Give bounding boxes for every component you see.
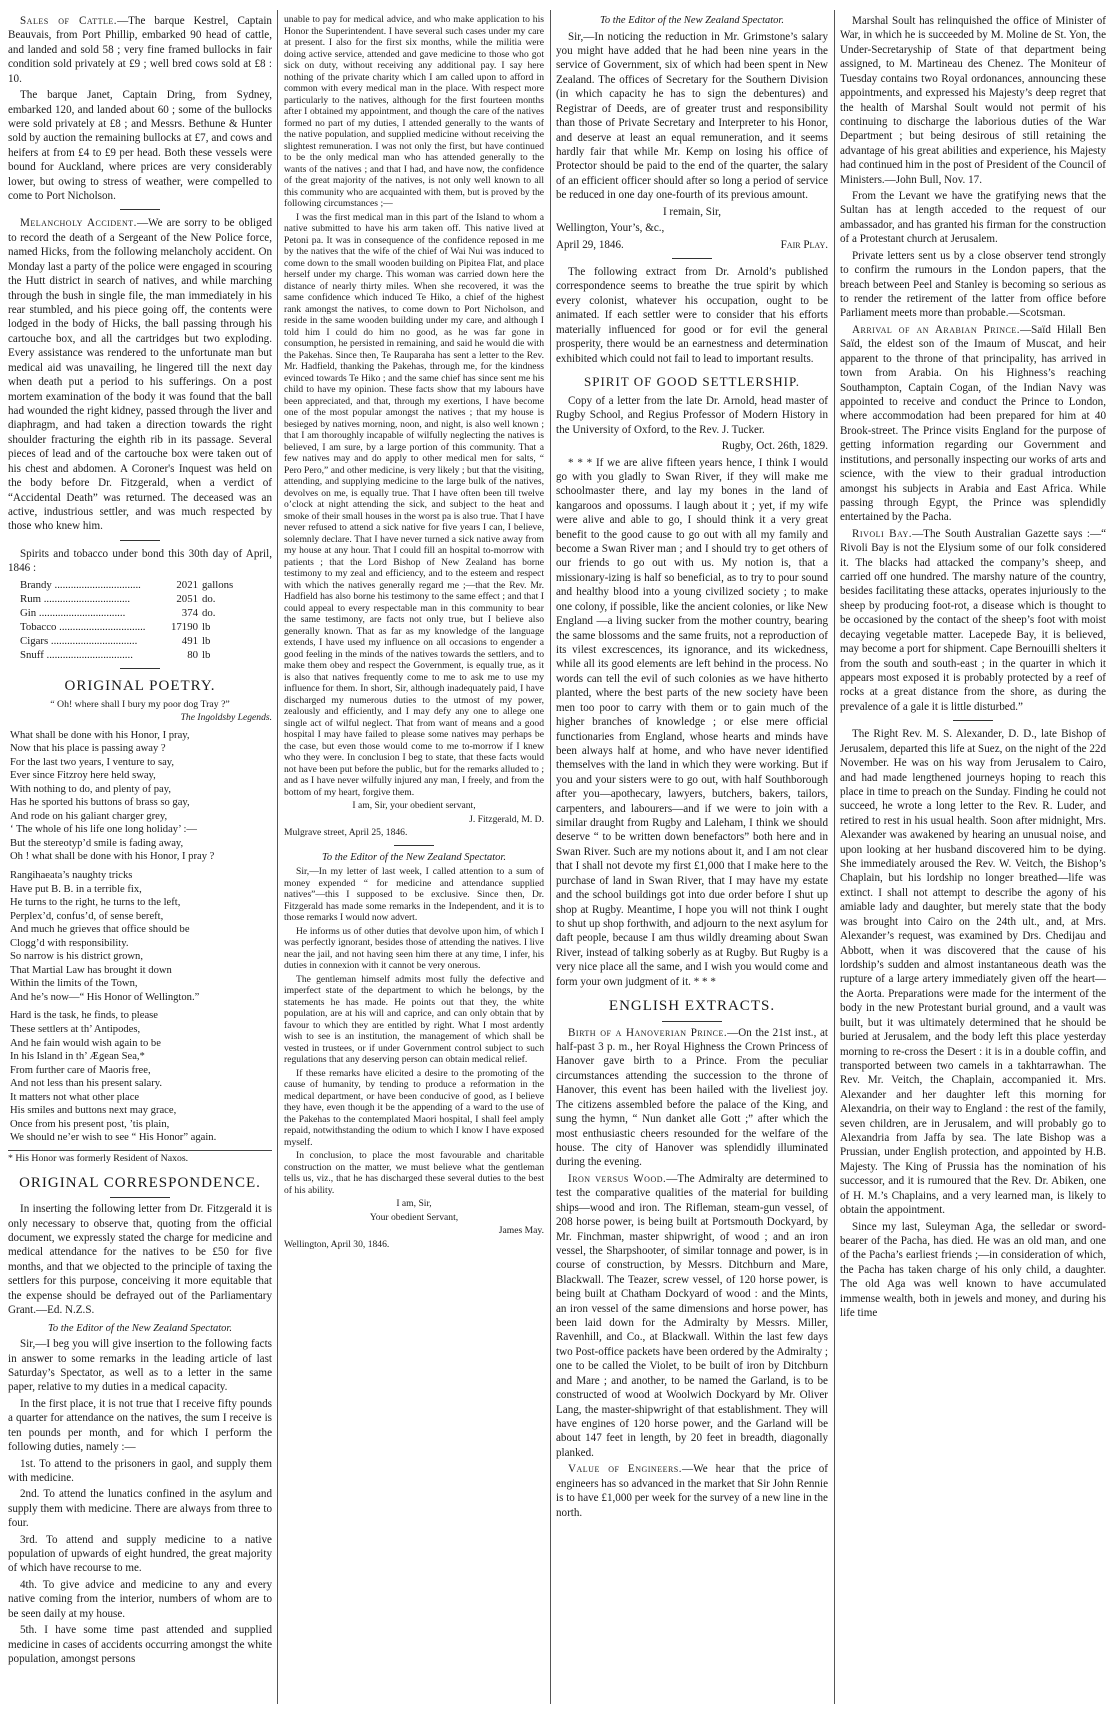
poem-line: Once from his present post, ’tis plain,: [10, 1118, 170, 1130]
poem-line: And not less than his present salary.: [10, 1078, 163, 1090]
spirits-unit: do.: [202, 606, 216, 619]
poem-line: Clogg’d with responsibility.: [10, 937, 129, 949]
section-heading-english-extracts: ENGLISH EXTRACTS.: [608, 998, 776, 1015]
article-text: The Admiralty are determined to test the comparative qualities of the material for building ships—wood and iron. The Rifleman, steam-gun vessel, of 208 horse power, is being built at Portsmouth Dockyard, by Mr. Finchman, master shipwright, of wood ; and an iron vessel, the Sharpshooter, of similar tonnage and power, is in course of construction, by Messrs. Ditchburn and Mare, Blackwall. The Teazer, screw vessel, of 120 horse power, is being built at Chatham Dockyard of wood : and the Mints, an iron vessel of the same dimensions and horse power, has been laid down for the Admiralty by Messrs. Miller, Ravenhill, and Co., at Blackwall. Within the last few days two Post-office packets have been ordered by the Admiralty ; one to be called the Violet, to be built of iron by Ditchburn and Mare ; and another, to be named the Garland, is to be constructed of wood at Woolwich Dockyard by Mr. Oliver Lang, the master-shipwright of that establishment. They will have engines of 120 horse power, and the Garland will be about 147 feet in length, by 20 feet in breadth, diagonally planked.: [556, 1172, 828, 1459]
spirits-intro: Spirits and tobacco under bond this 30th day of April, 1846 :: [8, 547, 272, 575]
letter-paragraph: Sir,—In my letter of last week, I called attention to a sum of money expended “ for medicine and attendance supplied natives”—this I supposed to be exclusive. Since then, Dr. Fitzgerald has made some remarks in the Independent, and it is to those remarks I would now advert.: [284, 866, 544, 924]
duties-list: [8, 1457, 272, 1667]
poem-line: And rode on his galiant charger grey,: [10, 810, 168, 822]
article-text: Saïd Hilall Ben Saïd, the eldest son of the Imaum of Muscat, and heir apparent to the throne of that principality, has arrived in town from Arabia. On his Highness’s reaching Southampton, Captain Cogan, of the Indian Navy was appointed to receive and conduct the Prince to London, where accommodation had been prepared for him at 40 Brook-street. The Prince visits England for the purpose of getting information regarding our Government and institutions, and personally inspecting our works of arts and science, with the view to their gradual introduction amongst his subjects in Arabia and East Africa. While passing through Egypt, the Prince was splendidly entertained by the Pacha.: [840, 323, 1106, 524]
letter-paragraph: In the first place, it is not true that I receive fifty pounds a quarter for attendance on the natives, the sum I receive is ten pounds per month, and for which I perform the following duties, namely :—: [8, 1397, 272, 1454]
spirits-value: 17190: [171, 620, 198, 633]
article-birth-hanoverian-prince: Birth of a Hanoverian Prince.—On the 21st inst., at half-past 3 p. m., her Royal Highness the Crown Princess of Hanover gave birth to a Prince. From the peculiar circumstances attending the succession to the throne of Hanover, this event has been hailed with the liveliest joy. The citizens assembled before the palace of the King, and sung the hymn, “ Nun danket alle Gott ;” after which the most enthusiastic cheers resounded for the welfare of the house. The city of Hanover was splendidly illuminated during the evening.: [556, 1026, 828, 1169]
spirits-label: Brandy .....: [20, 578, 150, 592]
spirits-value: 374: [181, 606, 198, 619]
divider: [953, 720, 993, 721]
column-divider: [550, 10, 551, 1704]
article-lead: Melancholy Accident.: [20, 217, 137, 230]
poem-line: Now that his place is passing away ?: [10, 743, 166, 755]
divider: [110, 1197, 170, 1198]
article-lead: Sales of Cattle.: [20, 15, 118, 27]
spirits-row: [20, 648, 272, 662]
article-levant: From the Levant we have the gratifying news that the Sultan has at length acceded to the request of our ambassador, and has granted his firman for the construction of a Protestant church at Jerusalem.: [840, 190, 1106, 246]
spirits-row: [20, 578, 272, 592]
poem-line: His smiles and buttons next may grace,: [10, 1105, 177, 1117]
spirits-unit: lb: [202, 634, 211, 647]
letter-address: To the Editor of the New Zealand Spectator.: [600, 15, 784, 26]
poem-line: Within the limits of the Town,: [10, 978, 138, 990]
spirit-date: Rugby, Oct. 26th, 1829.: [721, 440, 828, 453]
signature-date: [556, 238, 828, 252]
poem-line: Has he sported his buttons of brass so gay,: [10, 797, 190, 809]
duty-item: 4th. To give advice and medicine to any and every native coming from the interior, numbers of whom are to be seen daily at my house.: [8, 1578, 272, 1620]
spirits-unit: do.: [202, 592, 216, 605]
article-private-letters: Private letters sent us by a close observer tend strongly to confirm the rumours in the London papers, that the breach between Peel and Stanley is becoming so serious as to render the retirement of the latter from office before Parliament meets more than probable.—Scotsman.: [840, 249, 1106, 320]
spirits-label: Cigars .....: [20, 634, 150, 648]
article-melancholy-accident: Melancholy Accident.—We are sorry to be obliged to record the death of a Sergeant of the New Police force, named Hicks, from the following melancholy accident. On Monday last a party of the police were engaged in scouring the Hutt district in search of natives, and while marching through the bush in single file, the man immediately in his rear stumbled, and his piece going off, the contents were lodged in the body of Hicks, the ball passing through his cartouche box, and all the cartridges but two exploding. Every assistance was rendered to the unfortunate man but medical aid was unavailing, he lingered till the next day when death put a period to his sufferings. On a post mortem examination of the body it was found that the ball had wounded the right kidney, passed through the liver and diaphragm, and had taken a direction towards the right shoulder fracturing the eighth rib in its passage. Several pieces of lead and of the cartouche box were taken out of his chest and abdomen. A Coroner's Inquest was held on the body before Dr. Fitzgerald, when a verdict of “Accidental Death” was returned. The deceased was an active, industrious settler, and was much respected by those who knew him.: [8, 217, 272, 533]
poem-line: Hard is the task, he finds, to please: [10, 1010, 158, 1022]
poem-stanza: [10, 869, 272, 1004]
signature-name: Fair Play.: [780, 238, 828, 251]
signature-place: Mulgrave street, April 25, 1846.: [284, 827, 408, 838]
spirits-value: 2021: [176, 578, 198, 591]
spirits-label: Snuff .....: [20, 648, 150, 662]
poem-line: Ever since Fitzroy here held sway,: [10, 770, 156, 782]
poem-line: Have put B. B. in a terrible fix,: [10, 883, 142, 895]
section-heading-original-poetry: ORIGINAL POETRY.: [64, 677, 216, 694]
poem-line: With nothing to do, and plenty of pay,: [10, 783, 172, 795]
article-soult: Marshal Soult has relinquished the office of Minister of War, in which he is succeeded by M. Moline de St. Yon, the Under-Secretaryship of State of that department being assigned, to M. Martineau des Chenez. The Moniteur of Tuesday contains two Royal ordonances, announcing these appointments, and expressed his Majesty’s deep regret that the health of Marshal Soult would not permit of his continuing to discharge the laborious duties of the War Department ; but being desirous of still retaining the advantage of his great abilities and experience, his Majesty had continued him in the post of President of the Council of Ministers.—John Bull, Nov. 17.: [840, 15, 1106, 186]
article-lead: Iron versus Wood.: [568, 1172, 667, 1185]
signature-name: J. Fitzgerald, M. D.: [469, 813, 544, 825]
spirits-row: [20, 620, 272, 634]
signature-line: Wellington, Your’s, &c.,: [556, 222, 665, 235]
article-bishop-alexander: The Right Rev. M. S. Alexander, D. D., late Bishop of Jerusalem, departed this life at Suez, on the night of the 22d November. He was on his way from Jerusalem to Cairo, and had made lengthened journeys hoping to reach this place in time to preach on the Sunday. Finding he could not succeed, he wrote a long letter to the Rev. R. Luder, and retired to rest in his usual health. Soon after midnight, Mrs. Alexander was awakened by hearing an unusual noise, and upon looking at her husband discovered him to be dying. She immediately aroused the Rev. W. Veitch, the Bishop’s Chaplain, but his lordship no longer breathed—life was extinct. I shall not attempt to describe the agony of his amiable lady and daughter, but merely state that the body was brought into Cairo on the 24th ult., and, at Mrs. Alexander’s request, was examined by Drs. Chedijau and Abbott, when it was discovered that the cause of his lordship’s sudden and almost instantaneous death was the rupture of a large artery immediately given off the heart—the Aorta. Preparations were made for the interment of the body in the new Protestant burial ground, and a vault was built, but it was ultimately determined that he should be buried at Jerusalem, and the body left this place yesterday morning to re-cross the Desert : it is in a double coffin, and transported between two camels in a takhtarrawhan. The Rev. Mr. Veitch, the Chaplain, accompanied it. Mrs. Alexander and her daughter left this morning for Alexandria, on their way to England : the rest of the family, seven children, are in Jerusalem, and will probably go to Alexandria from Jaffa by sea. The late Bishop was a Prussian, under English protection, and appointed by H.B. Majesty. The King of Prussia has the nomination of his successor, and it is rumoured that the Rev. Dr. Abiken, one of H. M.’s Chaplains, and a very learned man, is likely to obtain the appointment.: [840, 728, 1106, 1217]
spirits-unit: gallons: [202, 578, 234, 591]
section-heading-spirit-of-good-settlership: SPIRIT OF GOOD SETTLERSHIP.: [583, 373, 800, 389]
column-3: [556, 14, 828, 1704]
signature-close: Your obedient Servant,: [369, 1211, 459, 1223]
letter-paragraph: The gentleman himself admits most fully the defective and imperfect state of the department to which he belongs, by the statements he has made. He points out that they, the white population, are at his will and caprice, and can only obtain that by favour to which they are entitled by right. What I most ardently wish to see is an institution, the management of which shall be vested in trustees, or if under Government control subject to such regulations that any deserving person can obtain medical relief.: [284, 973, 544, 1066]
poem-line: Oh ! what shall be done with his Honor, I pray ?: [10, 851, 215, 863]
section-heading-original-correspondence: ORIGINAL CORRESPONDENCE.: [19, 1174, 261, 1191]
signature-close: I am, Sir, your obedient servant,: [352, 800, 476, 811]
spirit-copy-note: Copy of a letter from the late Dr. Arnold, head master of Rugby School, and Regius Professor of Modern History in the University of Oxford, to the Rev. J. Tucker.: [556, 394, 828, 436]
duty-item: 3rd. To attend and supply medicine to a native population of upwards of eight hundred, the great majority of which have recourse to me.: [8, 1533, 272, 1575]
arnold-intro: The following extract from Dr. Arnold’s published correspondence seems to breathe the true spirit by which every colonist, whatever his occupation, ought to be animated. If each settler were to consider that his efforts materially influenced for good or for evil the general prosperity, there would be an earnestness and determination exhibited which could not fail to lead to important results.: [556, 265, 828, 365]
column-1: [8, 14, 272, 1704]
article-text: On the 21st inst., at half-past 3 p. m., her Royal Highness the Crown Princess of Hanover gave birth to a Prince. From the peculiar circumstances attending the succession to the throne of Hanover, this event has been hailed with the liveliest joy. The citizens assembled before the palace of the King, and sung the hymn, “ Nun danket alle Gott ;” after which the most enthusiastic cheers resounded for the welfare of the house. The city of Hanover was splendidly illuminated during the evening.: [556, 1026, 828, 1169]
poem-line: In his Island in th’ Ægean Sea,*: [10, 1051, 145, 1063]
poem-line: That Martial Law has brought it down: [10, 964, 172, 976]
spirits-value: 491: [181, 634, 198, 647]
poem-line: So narrow is his district grown,: [10, 951, 144, 963]
divider: [672, 258, 712, 259]
article-text: The barque Kestrel, Captain Beauvais, from Port Phillip, embarked 90 head of cattle, and landed and sold 58 ; very fine framed bullocks in fair condition sold privately at £9 ; well bred cows sold at £8 : 10.: [8, 15, 272, 85]
poem-line: He turns to the right, he turns to the left,: [10, 897, 181, 909]
poem-line: Rangihaeata’s naughty tricks: [10, 869, 133, 881]
duty-item: 2nd. To attend the lunatics confined in the asylum and supply them with medicine. There are always from three to four.: [8, 1488, 272, 1530]
poem: [8, 729, 272, 1145]
signature-place: Wellington, April 30, 1846.: [284, 1238, 390, 1250]
article-text: The South Australian Gazette says :—“ Rivoli Bay is not the Elysium some of our folk considered it. The blacks had attacked the company’s sheep, and carried off one hundred. The marshy nature of the country, besides facilitating these attacks, operates injuriously to the sheep by producing foot-rot, a disease which is thought to be occasioned by the contact of the sheep’s foot with moist decaying vegetable matter. Lacepede Bay, it is believed, may become a port for shipment. Cape Bernouilli shelters it from the south and south-east ; in the quarter in which it appears most exposed it is probably protected by a reef of rocks at a great distance from the shore, as during the prevalence of a gale it is little disturbed.”: [840, 527, 1106, 713]
article-arabian-prince: Arrival of an Arabian Prince.—Saïd Hilall Ben Saïd, the eldest son of the Imaum of Muscat, and heir apparent to the throne of that principality, has arrived in town from Arabia. On his Highness’s reaching Southampton, Captain Cogan, of the Indian Navy was appointed to receive and conduct the Prince to London, where accommodation had been prepared for him at 40 Brook-street. The Prince visits England for the purpose of getting information regarding our Government and institutions, and personally inspecting our works of arts and science, with the view to their gradual introduction amongst his subjects in Arabia and East Africa. While passing through Egypt, the Prince was splendidly entertained by the Pacha.: [840, 323, 1106, 524]
article-suleyman-aga: Since my last, Suleyman Aga, the selledar or sword-bearer of the Pacha, has died. He was an old man, and one of the Pacha’s earliest friends ;—in consideration of which, the Pacha has taken charge of his only child, a daughter. The old Aga was well known to have accumulated immense wealth, both in jewels and money, and during his life time: [840, 1220, 1106, 1320]
poem-line: But the stereotyp’d smile is fading away,: [10, 837, 184, 849]
article-text: The barque Janet, Captain Dring, from Sydney, embarked 120, and landed about 60 ; some of the bullocks were sold privately at £8 ; and Messrs. Bethune & Hunter sold by auction the remaining bullocks at £7, and cows and heifers at from £4 to £9 per head. Both these vessels were bound for Auckland, where prices are very considerably lower, but owing to stress of weather, were compelled to come to Port Nicholson.: [8, 89, 272, 203]
duty-item: 5th. I have some time past attended and supplied medicine in cases of accidents occurring amongst the white population, amongst persons: [8, 1624, 272, 1666]
poem-footnote: * His Honor was formerly Resident of Naxos.: [8, 1150, 272, 1166]
poem-line: ‘ The whole of his life one long holiday’ :—: [10, 824, 198, 836]
letter-address: To the Editor of the New Zealand Spectator.: [322, 851, 506, 863]
article-lead: Rivoli Bay.: [852, 527, 913, 540]
poem-line: From further care of Maoris free,: [10, 1064, 151, 1076]
letter-paragraph: I was the first medical man in this part of the Island to whom a native submitted to have his arm taken off. This native lived at Petoni pa. It was in consequence of the confidence reposed in me by the natives that the wife of the chief of Wai Nui was induced to come down to the small wooden building on Pipitea Flat, and place herself under my charge. This woman was carried down here the distance of nearly thirty miles. When she recovered, it was the same confidence which induced Te Hiko, a chief of the highest rank amongst the natives, to come down to Port Nicholson, and reside in the same wooden building under my care, and although I told him I could do him no good, as he was far gone in consumption, he persisted in remaining, and said he would die with the Pakehas. Since then, Te Rauparaha has sent a letter to the Rev. Mr. Hadfield, thanking the Pakehas, through me, for the kindness evinced towards Te Hiko ; and the same chief has since sent me his child to have my opinion. These facts show that my labours have been appreciated, and that, through my exertions, I have become one of the most popular amongst the natives ; that my house is besieged by natives morning, noon, and night, is also well known ; that I am thoroughly incapable of wilfully neglecting the natives is believed, I am sure, by a large portion of this community. That a few natives may and do apply to other medical men for salts, “ Pero Pero,” and other medicine, is very likely ; but that the visiting, attending, and supplying medicine to the large bulk of the natives, devolves on me, is equally true. That I have often been till twelve o’clock at night attending the sick, and subject to the heat and smoke of their small houses in the worst pa is also true. That I have never refused to attend a sick native for five years I can, I believe, solemnly declare. That I have never turned a sick native away from my house at any hour. That I could fill an hospital to-morrow with patients ; that the Lord Bishop of New Zealand has borne testimony to my zeal and efficiency, and to the esteem and respect with which the natives generally regard me ;—that the Rev. Mr. Hadfield has also borne his testimony to the same effect ; and that I could appeal to every respectable man in this community to bear the same testimony, are facts not only true, but I believe also generally known. That as far as my knowledge of the language extends, I have used my influence on all occasions to engender a good feeling in the minds of the natives towards the settlers, and to make them obey and respect the Government, is equally true, as it is also that natives frequently come to me to ask me to use my influence for them. In short, Sir, although inadequately paid, I have discharged my numerous duties to the utmost of my power, zealously and efficiently, and I may defy any one to allege one single act of wilful neglect. That from want of means and a good hospital I may have failed to please some natives may perhaps be the case, but even those would come to me to-morrow if I knew who they were. In conclusion I beg to state, that these facts would not have been put before the public, but for the remarks alluded to ; and as I have never wilfully injured any man, I freely, and from the bottom of my heart, forgive them.: [284, 211, 544, 798]
letter-paragraph: He informs us of other duties that devolve upon him, of which I was perfectly ignorant, besides those of attending the natives. I live near the jail, and not having seen him there at any time, I infer, his duties in connexion with it cannot be very onerous.: [284, 925, 544, 972]
spirits-label: Tobacco .....: [20, 620, 150, 634]
column-divider: [277, 10, 278, 1704]
poem-stanza: [10, 729, 272, 864]
letter-paragraph: If these remarks have elicited a desire to the promoting of the cause of humanity, by tending to produce a reformation in the medical department, or have been conducive of good, as I believe they have, even though it be the appending of a ward to the use of the Pakehas to the contemplated Maori hospital, I shall feel amply repaid, notwithstanding the odium to which I know I have exposed myself.: [284, 1067, 544, 1148]
article-lead: Value of Engineers.: [568, 1463, 683, 1476]
divider: [120, 668, 160, 669]
article-value-of-engineers: Value of Engineers.—We hear that the price of engineers has so advanced in the market that Sir John Rennie is to have £1,000 per week for the survey of a new line in the north.: [556, 1463, 828, 1519]
article-text: We are sorry to be obliged to record the death of a Sergeant of the New Police force, named Hicks, from the following melancholy accident. On Monday last a party of the police were engaged in scouring the Hutt district in search of natives, and while marching through the bush in single file, the man immediately in his rear stumbled, and his piece going off, the contents were lodged in the body of Hicks, the ball passing through his cartouche box, and all the cartridges but two exploding. Every assistance was rendered to the unfortunate man but medical aid was unavailing, he lingered till the next day when death put a period to his sufferings. On a post mortem examination of the body it was found that the ball had wounded the right kidney, passed through the liver and diaphragm, and had taken a direction towards the right shoulder fracturing the eighth rib in its passage. Several pieces of lead and of the cartouche box were taken out of his chest and abdomen. A Coroner's Inquest was held on the body before Dr. Fitzgerald, when a verdict of “Accidental Death” was returned. The deceased was an active, industrious settler, and was much respected by those who knew him.: [8, 217, 272, 533]
spirits-row: [20, 606, 272, 620]
poem-line: What shall be done with his Honor, I pray,: [10, 729, 190, 741]
signature-close: I am, Sir,: [396, 1198, 432, 1210]
spirits-row: [20, 592, 272, 606]
spirits-value: 80: [187, 648, 198, 661]
poem-line: And he fain would wish again to be: [10, 1037, 161, 1049]
spirits-table: [20, 578, 272, 662]
poem-epigraph: “ Oh! where shall I bury my poor dog Tray ?”: [50, 699, 230, 711]
spirit-letter-text: * * * If we are alive fifteen years hence, I think I would go with you gladly to Swan River, if they will make me schoolmaster there, and lay my bones in the land of kangaroos and opossums. I laugh about it ; yet, if my wife were alive and able to go, I should think it a very great benefit to the good cause to go out with all my family and become a Swan River man ; and I should try to get others of our friends to go out with us. My notion is, that a missionary-izing is half so beneficial, as to try to pour sound and healthy blood into a young civilized society ; to make one colony, if possible, like the ancient colonies, or like New England —a living sucker from the mother country, bearing the same blossoms and the same fruits, not a reproduction of its vilest excrescences, its ignorance, and its wickedness, while all its good elements are left behind in the process. No words can tell the evil of such colonies as we have hitherto planted, where the best parts of the new society have been men too poor to carry with them or to gain much of the higher branches of knowledge ; or else mere official functionaries from England, whose hearts and minds have been always half at home, and who have never identified themselves with the land in which they were working. But if you and your sisters were to go out, with half Southborough after you—apothecary, lawyers, butchers, bakers, tailors, carpenters, and labourers—and if we were to join with a similar draught from Rugby and Laleham, I think we should deserve “ to be written down benefactors” both here and in Swan River. Such are my notions about it, and I am not clear that I shall not devote my first £1,000 that I make here to the purchase of land in Swan River, that I may have my estate and the school buildings got into due order before I shut up shop at Rugby. Meantime, I hope you will not think I ought to shut up shop forthwith, and adjourn to the next asylum for daft people, because I am thus wildly dreaming about Swan River, instead of talking soberly as at Rugby. But Rugby is a very nice place all the same, and I wish you would come and form your own judgment of it. * * *: [556, 456, 828, 988]
letter-paragraph: Sir,—I beg you will give insertion to the following facts in answer to some remarks in the leading article of last Saturday’s Spectator, as well as to a letter in the same paper, relative to my duties in a medical capacity.: [8, 1338, 272, 1394]
poem-stanza: [10, 1009, 272, 1144]
poem-line: Perplex’d, confus’d, of sense bereft,: [10, 910, 164, 922]
poem-line: It matters not what other place: [10, 1091, 140, 1103]
spirits-label: Gin .....: [20, 606, 150, 620]
poem-epigraph-source: The Ingoldsby Legends.: [180, 712, 272, 724]
article-lead: Arrival of an Arabian Prince.: [852, 323, 1021, 336]
poem-line: And much he grieves that office should be: [10, 924, 190, 936]
poem-line: We should ne’er wish to see “ His Honor” again.: [10, 1132, 217, 1144]
article-sales-of-cattle: Sales of Cattle.—The barque Kestrel, Captain Beauvais, from Port Phillip, embarked 90 head of cattle, and landed and sold 58 ; very fine framed bullocks in fair condition sold privately at £9 ; well bred cows sold at £8 : 10.: [8, 15, 272, 85]
letter-address: To the Editor of the New Zealand Spectator.: [48, 1322, 232, 1334]
column-divider: [834, 10, 835, 1704]
signature-close: I remain, Sir,: [662, 205, 722, 218]
spirits-unit: lb: [202, 620, 211, 633]
duty-item: 1st. To attend to the prisoners in gaol, and supply them with medicine.: [8, 1457, 272, 1484]
letter-paragraph: unable to pay for medical advice, and who make application to his Honor the Superintendent. I have several such cases under my care at present. I also for the first six months, while the militia were doing active service, attended and gave medicine to those who got sick on duty, without receiving any additional pay. I say here nothing of the private charity which I am called upon to afford in common with every medical man in the place. With respect more particularly to the natives, although for the first fourteen months after I obtained my appointment, and though the care of the natives formed no part of my duties, I attended generally to the wants of the native population, and supplied medicine without receiving the slightest remuneration. I was not only the first, but have continued to be the only medical man who has attended generally to the wants of the natives ; and that I had, and have now, the confidence of the great majority of the natives, is not only well known to all this community who are acquainted with them, but is proved by the following circumstances ;—: [284, 14, 544, 209]
spirits-unit: lb: [202, 648, 211, 661]
poem-line: And he’s now—“ His Honor of Wellington.”: [10, 991, 200, 1003]
spirits-row: [20, 634, 272, 648]
article-rivoli-bay: Rivoli Bay.—The South Australian Gazette says :—“ Rivoli Bay is not the Elysium some of our folk considered it. The blacks had attacked the company’s sheep, and carried off one hundred. The marshy nature of the country, besides facilitating these attacks, operates injuriously to the sheep by producing foot-rot, a disease which is thought to be occasioned by the contact of the sheep’s foot with moist decaying vegetable matter. Lacepede Bay, it is believed, may become a port for shipment. Cape Bernouilli shelters it from the south and south-east ; in the quarter in which it appears most exposed it is probably protected by a reef of rocks at a great distance from the shore, as during the prevalence of a gale it is little disturbed.”: [840, 527, 1106, 713]
signature-date-text: April 29, 1846.: [556, 238, 624, 251]
letter-paragraph: In conclusion, to place the most favourable and charitable construction on the matter, we must believe what the gentleman tells us, viz., that he has discharged these several duties to the best of his ability.: [284, 1150, 544, 1196]
article-lead: Birth of a Hanoverian Prince.: [568, 1026, 728, 1039]
spirits-value: 2051: [176, 592, 198, 605]
article-text: We hear that the price of engineers has so advanced in the market that Sir John Rennie is to have £1,000 per week for the survey of a new line in the north.: [556, 1463, 828, 1519]
divider: [394, 845, 434, 846]
column-4: [840, 14, 1106, 1704]
poem-line: For the last two years, I venture to say,: [10, 756, 175, 768]
divider: [120, 209, 160, 210]
spirits-label: Rum .....: [20, 592, 150, 606]
correspondence-intro: In inserting the following letter from Dr. Fitzgerald it is only necessary to observe that, quoting from the official document, we expressly stated the charge for medicine and medical attendance for the natives to be £50 for five months, and that we objected to the principle of taxing the settlers for this purpose, conceiving it more equitable that the expense should be defrayed out of the Parliamentary Grant.—Ed. N.Z.S.: [8, 1203, 272, 1317]
letter-paragraph: Sir,—In noticing the reduction in Mr. Grimstone’s salary you might have added that he had been nine years in the service of Government, six of which had been spent in New Zealand. The offices of Secretary for the Southern Division (in which capacity he has to sign the debentures) and Registrar of Deeds, are of greater trust and responsibility than those of Private Secretary and Interpreter to his Honor, and deserve at least an equal remuneration, and it seems hardly fair that while Mr. Kemp on losing his office of Protector should be paid to the end of the quarter, the salary of an efficient officer should after so long a period of service be reduced in one day one-fourth of its previous amount.: [556, 30, 828, 202]
divider: [662, 1021, 722, 1022]
article-iron-versus-wood: Iron versus Wood.—The Admiralty are determined to test the comparative qualities of the material for building ships—wood and iron. The Rifleman, steam-gun vessel, of 208 horse power, is being built at Portsmouth Dockyard, by Mr. Finchman, master shipwright, of wood ; and an iron vessel, the Sharpshooter, of similar tonnage and power, is in course of construction, by Messrs. Ditchburn and Mare, Blackwall. The Teazer, screw vessel, of 120 horse power, is being built at Chatham Dockyard of wood : and the Mints, an iron vessel of the same dimensions and horse power, has been laid down for the Admiralty by Messrs. Miller, Ravenhill, and Co., at Blackwall. Within the last few days two Post-office packets have been ordered by the Admiralty ; one to be called the Violet, to be built of iron by Ditchburn and Mare ; and another, to be named the Garland, is to be constructed of wood at Woolwich Dockyard by Mr. Oliver Lang, the master-shipwright of that establishment. They will have engines of 120 horse power, and the Garland will be about 147 feet in length, by 20 feet in breadth, diagonally planked.: [556, 1172, 828, 1459]
divider: [120, 540, 160, 541]
column-2: [284, 14, 544, 1704]
signature-name: James May.: [498, 1225, 544, 1237]
poem-line: These settlers at th’ Antipodes,: [10, 1023, 141, 1035]
